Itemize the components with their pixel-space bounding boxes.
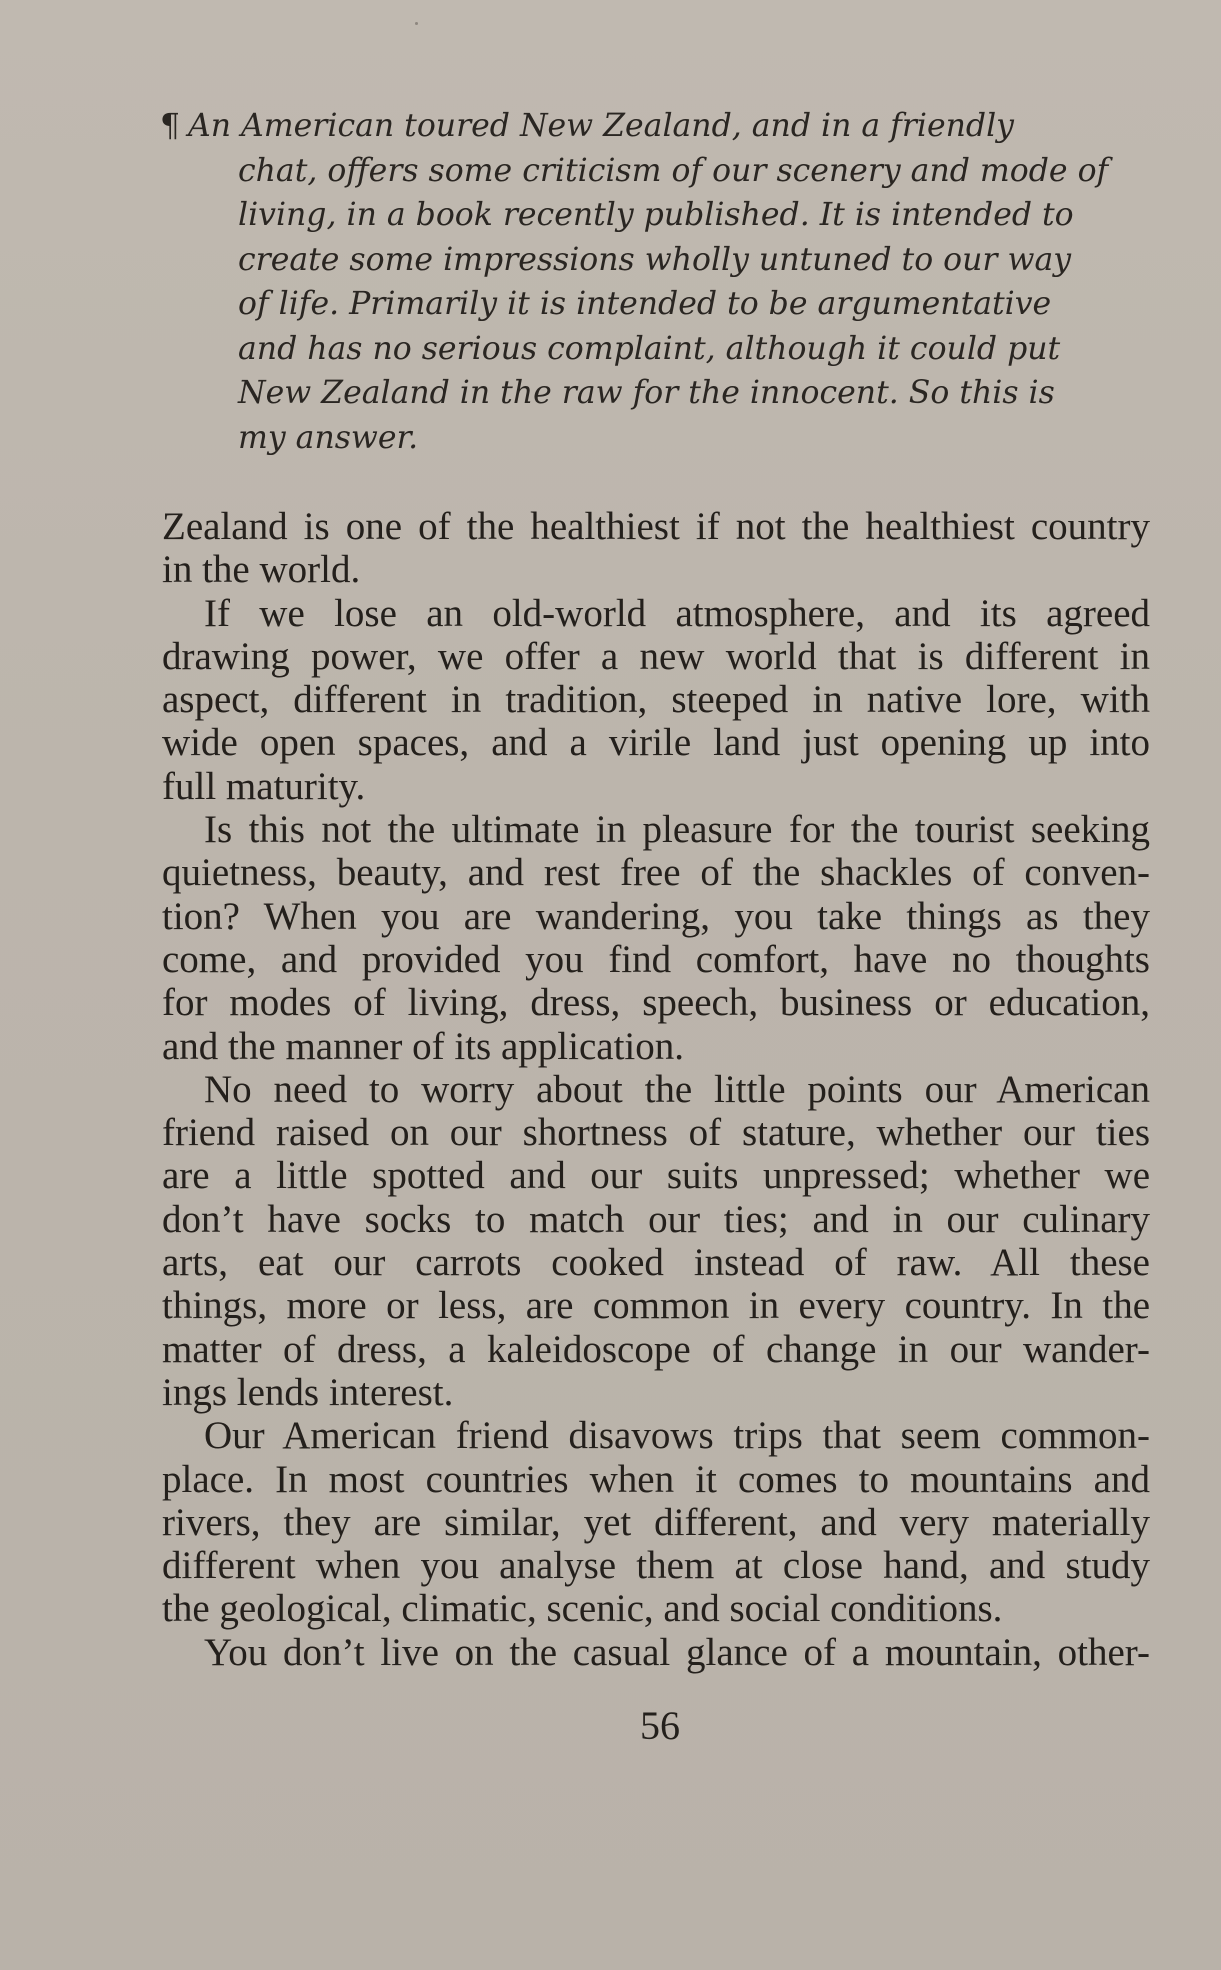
body-line: Our American friend disavows trips that seem common-: [204, 1414, 1150, 1458]
body-line: friend raised on our shortness of stature, whether our ties: [162, 1111, 1150, 1155]
body-line: No need to worry about the little points our American: [204, 1067, 1150, 1111]
body-line: aspect, different in tradition, steeped in native lore, with: [162, 678, 1150, 722]
epigraph-line: create some impressions wholly untuned to our way: [238, 241, 1072, 278]
body-line: for modes of living, dress, speech, business or education,: [162, 981, 1150, 1025]
epigraph-line: my answer.: [238, 419, 419, 456]
body-line: matter of dress, a kaleidoscope of change in our wander-: [162, 1327, 1150, 1371]
epigraph-line: New Zealand in the raw for the innocent. So this is: [238, 375, 1055, 411]
body-text: [162, 505, 1150, 1674]
body-line: come, and provided you find comfort, have no thoughts: [162, 937, 1150, 981]
body-line: in the world.: [162, 548, 361, 592]
body-line: You don’t live on the casual glance of a mountain, other-: [204, 1630, 1150, 1674]
paper-speck: [415, 22, 418, 25]
body-line: Is this not the ultimate in pleasure for the tourist seeking: [204, 808, 1150, 852]
body-line: rivers, they are similar, yet different, and very materially: [162, 1500, 1150, 1544]
body-line: the geological, climatic, scenic, and social conditions.: [162, 1587, 1003, 1631]
epigraph-line: An American toured New Zealand, and in a friendly: [188, 108, 1014, 144]
body-line: If we lose an old-world atmosphere, and its agreed: [204, 591, 1150, 635]
page-number: 56: [640, 1703, 680, 1748]
body-line: wide open spaces, and a virile land just opening up into: [162, 721, 1150, 765]
body-line: don’t have socks to match our ties; and in our culinary: [162, 1197, 1150, 1241]
epigraph-line: living, in a book recently published. It is intended to: [238, 197, 1074, 233]
body-line: different when you analyse them at close hand, and study: [162, 1544, 1150, 1588]
pilcrow-mark: ¶: [160, 108, 181, 144]
body-line: quietness, beauty, and rest free of the shackles of conven-: [162, 851, 1150, 895]
body-line: and the manner of its application.: [162, 1024, 685, 1068]
body-line: drawing power, we offer a new world that is different in: [162, 634, 1150, 678]
body-line: place. In most countries when it comes to mountains and: [162, 1457, 1150, 1501]
body-line: Zealand is one of the healthiest if not the healthiest country: [162, 505, 1150, 548]
body-line: things, more or less, are common in every country. In the: [162, 1284, 1150, 1328]
body-line: arts, eat our carrots cooked instead of raw. All these: [162, 1241, 1150, 1285]
epigraph-line: of life. Primarily it is intended to be argumentative: [238, 286, 1052, 322]
body-line: full maturity.: [162, 764, 366, 808]
body-line: tion? When you are wandering, you take things as they: [162, 894, 1150, 938]
body-line: are a little spotted and our suits unpressed; whether we: [162, 1154, 1150, 1198]
epigraph-block: [152, 104, 1147, 460]
epigraph-line: chat, offers some criticism of our scenery and mode of: [238, 152, 1109, 189]
body-line: ings lends interest.: [162, 1370, 454, 1414]
epigraph-line: and has no serious complaint, although it could put: [238, 330, 1061, 367]
